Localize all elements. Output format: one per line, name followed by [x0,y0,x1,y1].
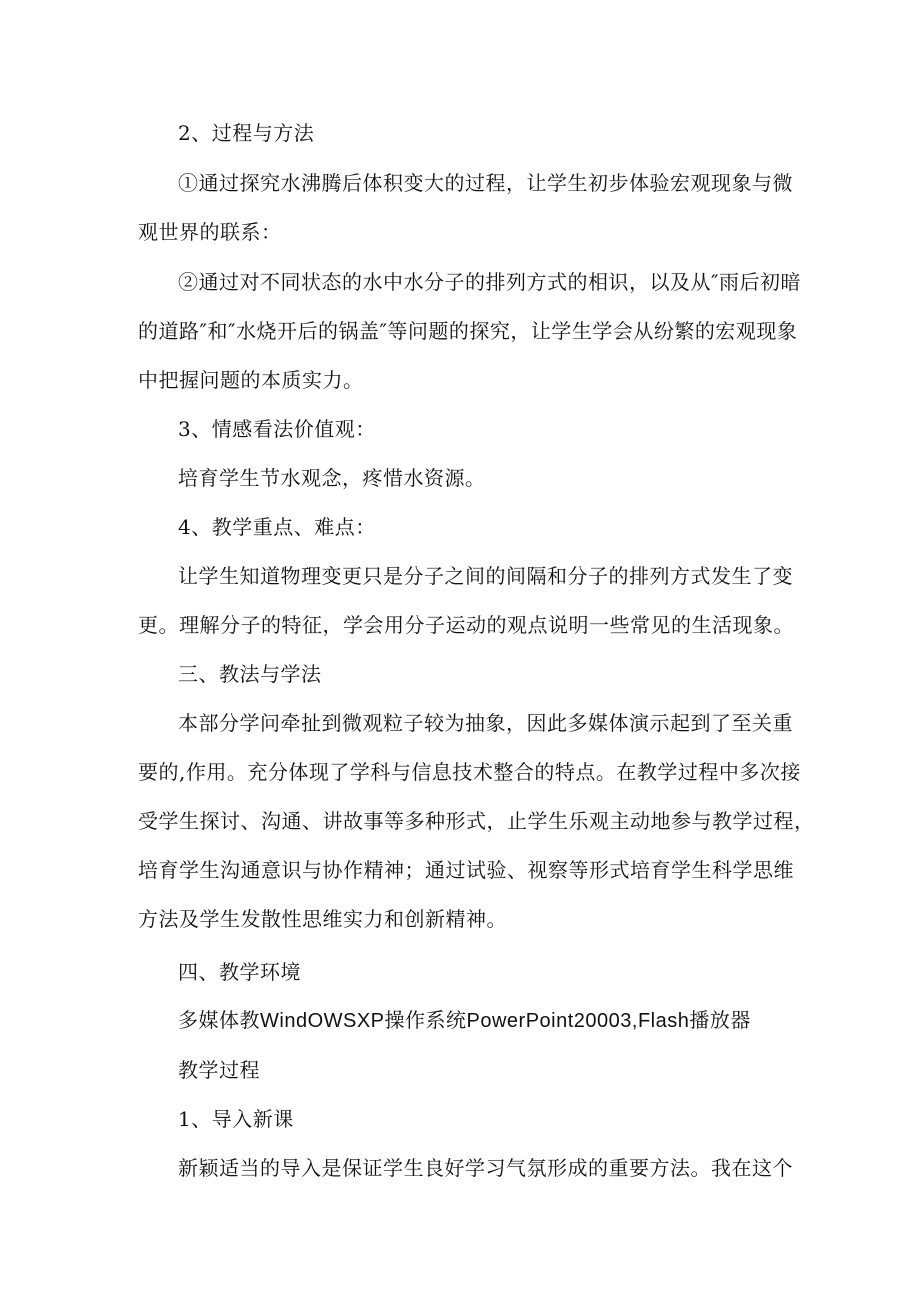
paragraph-line: 方法及学生发散性思维实力和创新精神。 [138,907,507,931]
heading-teaching-and-learning-methods: 三、教法与学法 [178,662,322,686]
paragraph-line: 本部分学问牵扯到微观粒子较为抽象，因此多媒体演示起到了至关重 [178,711,793,735]
paragraph-line: ①通过探究水沸腾后体积变大的过程，让学生初步体验宏观现象与微 [178,171,793,195]
paragraph-line: 要的,作用。充分体现了学科与信息技术整合的特点。在教学过程中多次接 [138,760,801,784]
paragraph-line: 培育学生节水观念，疼惜水资源。 [178,466,486,490]
paragraph-line: 的道路″和″水烧开后的锅盖″等问题的探究，让学生学会从纷繁的宏观现象 [138,319,798,343]
heading-process-and-method: 2、过程与方法 [178,121,315,145]
heading-teaching-process: 教学过程 [178,1058,260,1082]
heading-teaching-environment: 四、教学环境 [178,960,301,984]
paragraph-line: 新颖适当的导入是保证学生良好学习气氛形成的重要方法。我在这个 [178,1156,793,1180]
heading-key-points-difficulties: 4、教学重点、难点： [178,515,376,539]
paragraph-line: 更。理解分子的特征，学会用分子运动的观点说明一些常见的生活现象。 [138,613,794,637]
paragraph-line: 受学生探讨、沟通、讲故事等多种形式，止学生乐观主动地参与教学过程， [138,809,815,833]
paragraph-line: 让学生知道物理变更只是分子之间的间隔和分子的排列方式发生了变 [178,564,793,588]
paragraph-line: ②通过对不同状态的水中水分子的排列方式的相识，以及从″雨后初暗 [178,270,801,294]
paragraph-line: 观世界的联系： [138,220,282,244]
heading-introduce-new-lesson: 1、导入新课 [178,1107,294,1131]
paragraph-line: 中把握问题的本质实力。 [138,368,364,392]
paragraph-line: 培育学生沟通意识与协作精神；通过试验、视察等形式培育学生科学思维 [138,858,794,882]
paragraph-line: 多媒体教WindOWSXP操作系统PowerPoint20003,Flash播放器 [178,1010,751,1032]
heading-emotion-attitude-values: 3、情感看法价值观： [178,417,376,441]
